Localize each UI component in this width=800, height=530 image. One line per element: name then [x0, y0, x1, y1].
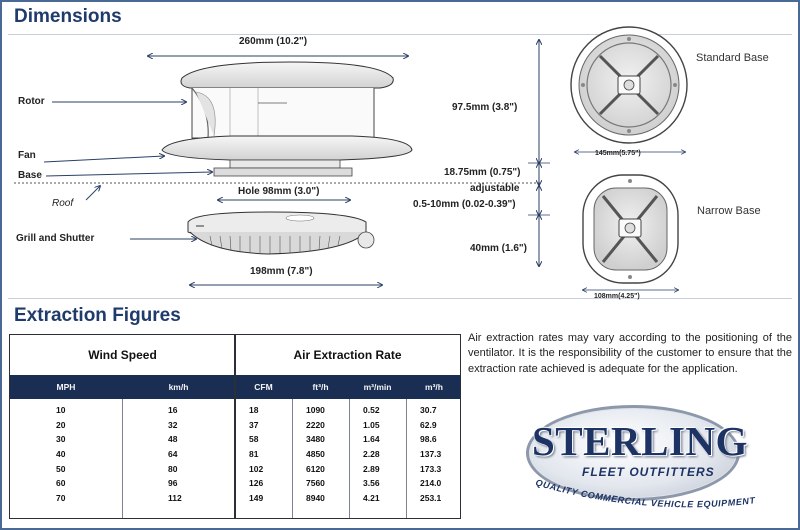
table-cell: 30.7 — [420, 405, 437, 415]
rotor-height-label: 97.5mm (3.8") — [452, 102, 518, 113]
table-cell: 2.28 — [363, 449, 380, 460]
col-mph: MPH — [56, 382, 76, 392]
table-cell: 137.3 — [420, 449, 442, 460]
table-cell: 6120 — [306, 463, 325, 474]
table-cell: 0.52 — [363, 405, 380, 415]
dimensions-title: Dimensions — [14, 6, 122, 27]
col-ft3h: ft³/h — [312, 382, 329, 392]
table-cell: 1090 — [306, 405, 325, 415]
top-width-label: 260mm (10.2") — [239, 36, 308, 47]
fan-label: Fan — [18, 150, 36, 161]
rotor-shape — [181, 62, 393, 138]
table-body — [10, 399, 460, 506]
wind-speed-header: Wind Speed — [88, 348, 157, 362]
table-cell: 80 — [168, 463, 178, 474]
table-cell: 40 — [56, 449, 66, 460]
bottom-width-label: 198mm (7.8") — [250, 266, 313, 277]
roof-pointer — [86, 186, 100, 200]
table-cell: 60 — [56, 478, 66, 489]
table-cell: 96 — [168, 478, 178, 489]
table-cell: 18 — [249, 405, 259, 415]
base-upper — [230, 160, 340, 168]
base-shape — [214, 168, 352, 176]
rotor-label: Rotor — [18, 96, 45, 107]
grill-height-label: 40mm (1.6") — [470, 243, 527, 254]
col-m3h: m³/h — [425, 382, 443, 392]
table-cell: 62.9 — [420, 419, 437, 430]
table-row — [10, 403, 460, 418]
table-cell: 48 — [168, 434, 178, 445]
table-cell: 70 — [56, 493, 66, 504]
extraction-title: Extraction Figures — [14, 305, 181, 326]
logo-tagline — [525, 473, 763, 521]
base-label: Base — [18, 170, 42, 181]
table-cell: 30 — [56, 434, 66, 445]
air-extraction-header: Air Extraction Rate — [293, 348, 402, 362]
table-row — [10, 491, 460, 506]
table-cell: 3480 — [306, 434, 325, 445]
base-height-label: 18.75mm (0.75") — [444, 167, 521, 178]
table-cell: 2220 — [306, 419, 325, 430]
grill-shutter-label: Grill and Shutter — [16, 233, 95, 244]
table-cell: 126 — [249, 478, 264, 489]
narrow-base-width-label: 108mm(4.25") — [594, 293, 640, 300]
table-cell: 50 — [56, 463, 66, 474]
table-cell: 112 — [168, 493, 182, 504]
table-cell: 20 — [56, 419, 66, 430]
table-cell: 173.3 — [420, 463, 442, 474]
table-cell: 64 — [168, 449, 178, 460]
svg-text:QUALITY COMMERCIAL VEHICLE EQU: QUALITY COMMERCIAL VEHICLE EQUIPMENT — [534, 477, 757, 510]
table-row — [10, 447, 460, 462]
table-cell: 10 — [56, 405, 66, 415]
col-kmh: km/h — [168, 382, 189, 392]
narrow-base-label: Narrow Base — [697, 205, 761, 217]
col-cfm: CFM — [254, 382, 273, 392]
table-cell: 4.21 — [363, 493, 380, 504]
standard-base-label: Standard Base — [696, 52, 769, 64]
standard-base-drawing — [571, 27, 687, 143]
table-cell: 58 — [249, 434, 259, 445]
standard-base-width-label: 145mm(5.75") — [595, 150, 641, 157]
logo-name: STERLING — [532, 418, 748, 464]
table-cell: 7560 — [306, 478, 325, 489]
table-cell: 81 — [249, 449, 259, 460]
table-cell: 102 — [249, 463, 264, 474]
table-cell: 3.56 — [363, 478, 380, 489]
table-cell: 214.0 — [420, 478, 442, 489]
table-cell: 4850 — [306, 449, 325, 460]
base-pointer — [46, 172, 212, 176]
fan-shape — [162, 136, 412, 160]
logo-subtitle: FLEET OUTFITTERS — [582, 465, 715, 479]
table-row — [10, 462, 460, 477]
roof-label: Roof — [52, 198, 74, 209]
table-cell: 32 — [168, 419, 178, 430]
adjust-range-label: 0.5-10mm (0.02-0.39") — [413, 199, 516, 210]
table-cell: 16 — [168, 405, 178, 415]
hole-label: Hole 98mm (3.0") — [238, 186, 320, 197]
table-cell: 2.89 — [363, 463, 380, 474]
table-cell: 1.05 — [363, 419, 380, 430]
extraction-note: Air extraction rates may vary according to the positioning of the ventilator. It is the responsibility of the customer to ensure that the extraction rate achieved is adequate for the application. — [468, 332, 792, 375]
table-row — [10, 418, 460, 433]
sterling-logo — [522, 403, 786, 521]
table-cell: 253.1 — [420, 493, 442, 504]
table-cell: 98.6 — [420, 434, 437, 445]
fan-pointer — [44, 156, 164, 162]
table-cell: 8940 — [306, 493, 325, 504]
adjustable-label: adjustable — [470, 183, 520, 194]
col-m3min: m³/min — [363, 382, 392, 392]
extraction-table — [9, 334, 461, 519]
table-cell: 37 — [249, 419, 259, 430]
table-cell: 1.64 — [363, 434, 380, 445]
narrow-base-drawing — [583, 175, 678, 283]
table-row — [10, 476, 460, 491]
grill-shape — [188, 212, 374, 254]
table-row — [10, 432, 460, 447]
table-cell: 149 — [249, 493, 264, 504]
